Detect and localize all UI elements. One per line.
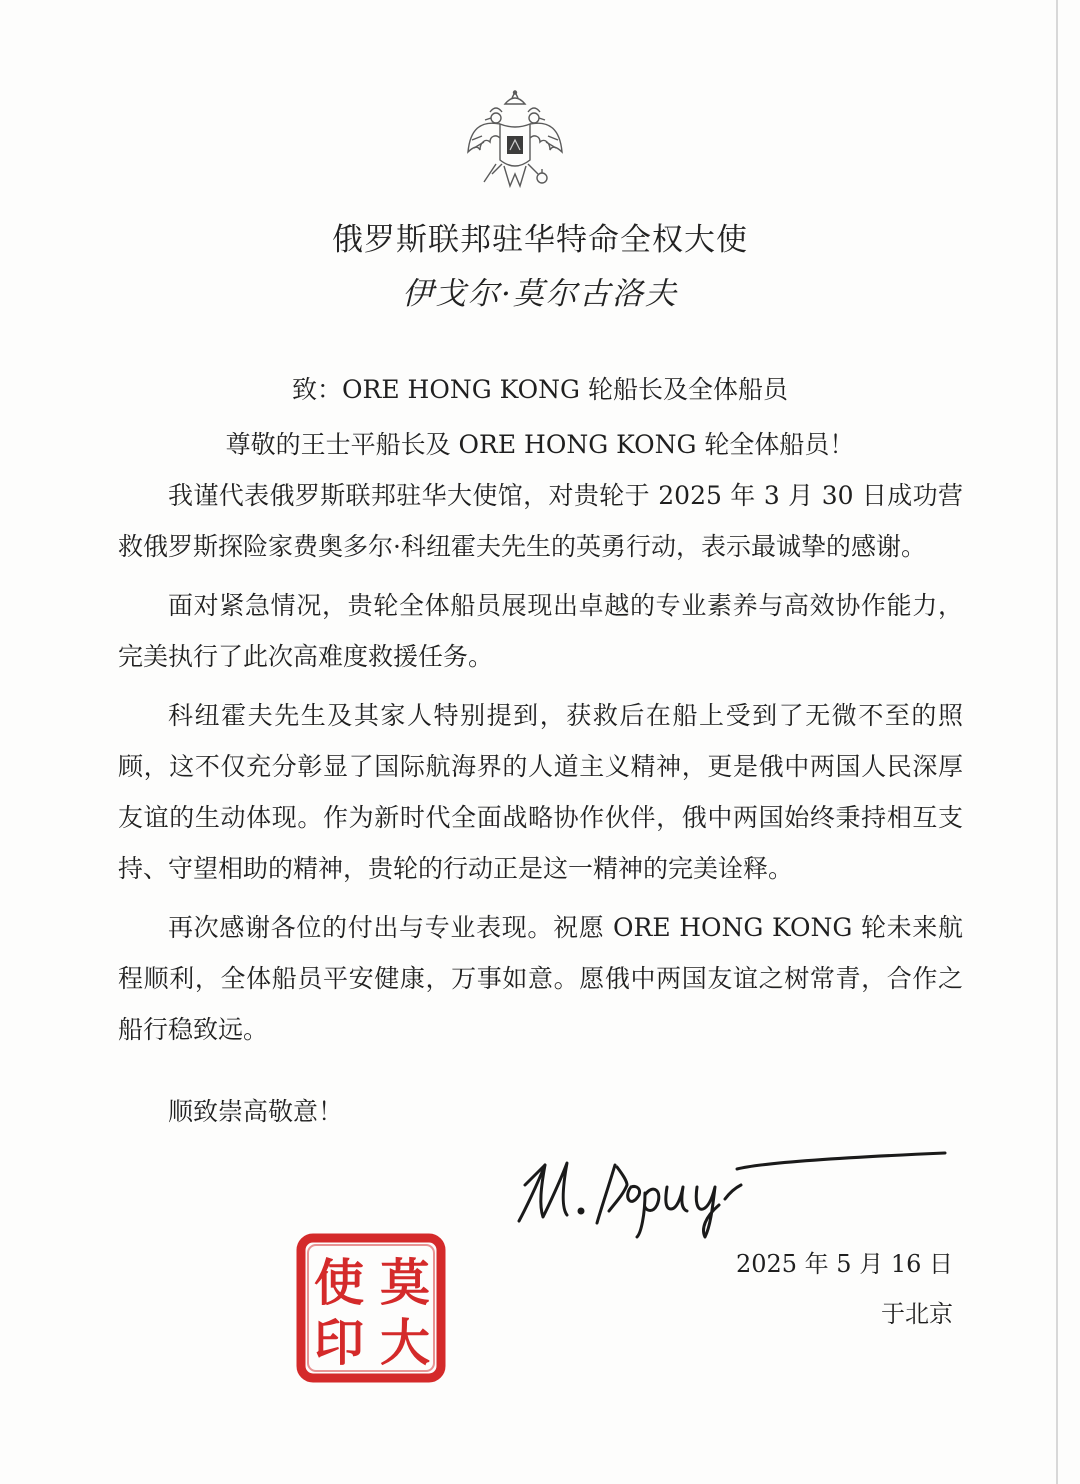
- letter-paragraph: 我谨代表俄罗斯联邦驻华大使馆，对贵轮于 2025 年 3 月 30 日成功营救俄罗斯探险家费奥多尔·科纽霍夫先生的英勇行动，表示最诚挚的感谢。: [118, 481, 963, 561]
- handwritten-signature-icon: [505, 1125, 955, 1245]
- official-seal-icon: [295, 1232, 447, 1384]
- letter-salutation: 尊敬的王士平船长及 ORE HONG KONG 轮全体船员！: [225, 430, 855, 459]
- seal-character: 莫: [380, 1253, 430, 1312]
- double-headed-eagle-emblem-icon: [460, 90, 570, 200]
- letter-date: 2025 年 5 月 16 日: [735, 1250, 953, 1278]
- letter-addressee: 致：ORE HONG KONG 轮船长及全体船员: [292, 375, 788, 404]
- ambassador-name: 伊戈尔·莫尔古洛夫: [402, 276, 678, 312]
- letter-paragraph: 再次感谢各位的付出与专业表现。祝愿 ORE HONG KONG 轮未来航程顺利，全体船员平安健康，万事如意。愿俄中两国友谊之树常青，合作之船行稳致远。: [118, 913, 963, 1044]
- seal-character: 大: [380, 1313, 430, 1372]
- letter-closing: 顺致崇高敬意！: [168, 1097, 344, 1126]
- seal-character: 使: [314, 1253, 364, 1312]
- letter-paragraph: 科纽霍夫先生及其家人特别提到，获救后在船上受到了无微不至的照顾，这不仅充分彰显了国际航海界的人道主义精神，更是俄中两国人民深厚友谊的生动体现。作为新时代全面战略协作伙伴，俄中两国始终秉持相互支持、守望相助的精神，贵轮的行动正是这一精神的完美诠释。: [118, 701, 963, 883]
- letter-paragraph: 面对紧急情况，贵轮全体船员展现出卓越的专业素养与高效协作能力，完美执行了此次高难度救援任务。: [118, 591, 963, 671]
- letter-body: [118, 470, 963, 1063]
- seal-character: 印: [314, 1313, 364, 1372]
- letter-place: 于北京: [881, 1300, 953, 1328]
- ambassador-title: 俄罗斯联邦驻华特命全权大使: [332, 222, 748, 258]
